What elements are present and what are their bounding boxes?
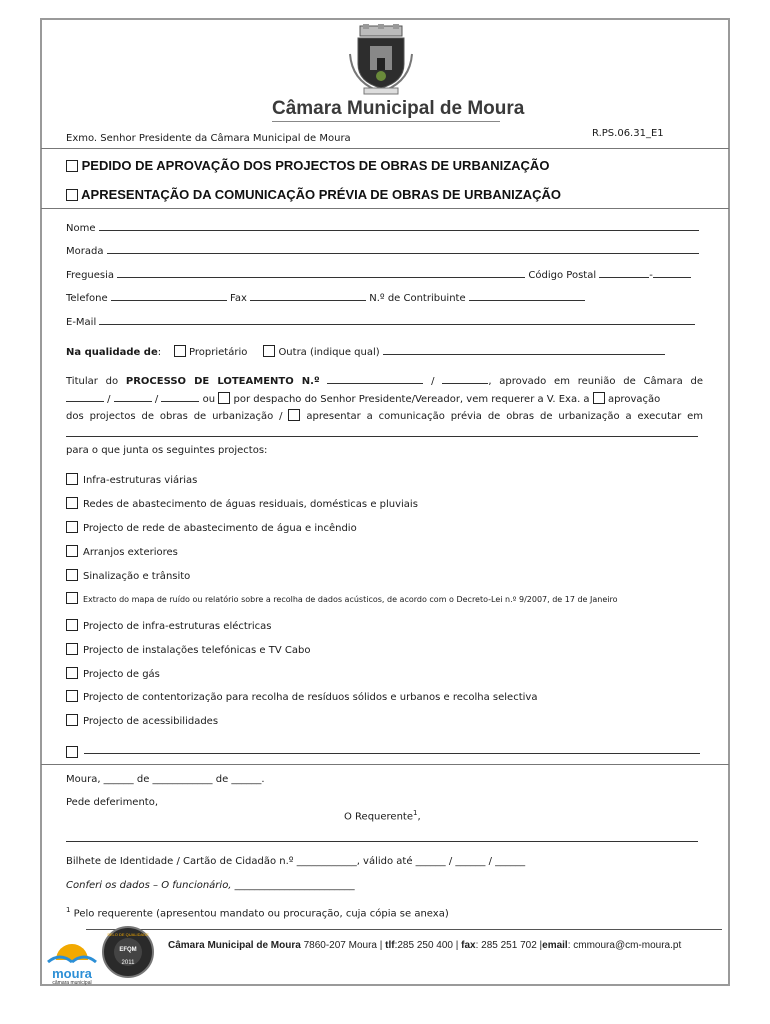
project-item <box>66 643 310 656</box>
project-label: Projecto de instalações telefónicas e TV Cabo <box>83 645 311 656</box>
comma: , <box>417 811 421 823</box>
contribuinte-input[interactable] <box>469 290 585 301</box>
outra-checkbox[interactable] <box>263 345 275 357</box>
project-item <box>66 690 537 703</box>
project-item <box>66 497 418 510</box>
project-checkbox[interactable] <box>66 667 78 679</box>
option-comunicacao <box>66 187 561 202</box>
bi-line: Bilhete de Identidade / Cartão de Cidadão n.º ____________, válido até ______ / ______ / ______ <box>66 856 526 867</box>
option-aprovacao <box>66 158 549 173</box>
requerente-text: O Requerente <box>344 811 413 823</box>
qualidade-label: Na qualidade de <box>66 347 158 358</box>
processo-numero-input[interactable] <box>327 373 423 384</box>
footnote-ref: 1 <box>413 809 418 817</box>
despacho-checkbox[interactable] <box>218 392 230 404</box>
divider <box>41 764 729 765</box>
telefone-input[interactable] <box>111 290 227 301</box>
seal-text: SELO DE QUALIDADE <box>107 932 149 937</box>
checkbox[interactable] <box>66 160 78 172</box>
project-item <box>66 569 190 582</box>
processo-ano-input[interactable] <box>442 373 488 384</box>
project-item <box>66 619 272 632</box>
email-input[interactable] <box>99 314 695 325</box>
project-checkbox[interactable] <box>66 497 78 509</box>
logo-sub: câmara municipal <box>52 980 92 986</box>
titular-text: aprovação <box>607 394 661 405</box>
conferi-line: Conferi os dados – O funcionário, ________________________ <box>66 880 355 891</box>
project-label: Projecto de contentorização para recolha de resíduos sólidos e urbanos e recolha selectiva <box>83 692 538 703</box>
pede-deferimento: Pede deferimento, <box>66 797 159 808</box>
aprovacao-checkbox[interactable] <box>593 392 605 404</box>
project-checkbox[interactable] <box>66 545 78 557</box>
project-checkbox[interactable] <box>66 569 78 581</box>
data-ano-input[interactable] <box>161 391 199 402</box>
footnote <box>66 906 449 919</box>
seal-year: 2011 <box>121 960 135 966</box>
email-label: E-Mail <box>66 317 97 328</box>
footer-email: : cmmoura@cm-moura.pt <box>567 940 682 951</box>
footer-address: 7860-207 Moura | <box>303 940 386 951</box>
requerente-label <box>344 809 421 822</box>
checkbox[interactable] <box>66 189 78 201</box>
freguesia-input[interactable] <box>117 267 525 278</box>
project-checkbox[interactable] <box>66 619 78 631</box>
contribuinte-label: N.º de Contribuinte <box>369 293 466 304</box>
processo-label: PROCESSO DE LOTEAMENTO N.º <box>125 376 320 387</box>
nome-field <box>66 220 699 234</box>
logo-word: moura <box>52 966 92 981</box>
footer-tlf-label: tlf <box>385 940 395 951</box>
divider <box>41 208 729 209</box>
project-checkbox[interactable] <box>66 643 78 655</box>
project-label: Projecto de infra-estruturas eléctricas <box>83 621 272 632</box>
qualidade-row <box>66 344 665 358</box>
project-checkbox[interactable] <box>66 714 78 726</box>
date-line: Moura, ______ de ____________ de ______. <box>66 774 265 785</box>
footer-org: Câmara Municipal de Moura <box>168 940 301 951</box>
titular-text: por despacho do Senhor Presidente/Vereador, vem requerer a V. Exa. a <box>233 394 590 405</box>
titular-line3 <box>66 409 703 422</box>
colon: : <box>157 347 162 358</box>
project-label: Projecto de acessibilidades <box>83 716 219 727</box>
moura-logo <box>46 930 98 986</box>
project-label: Arranjos exteriores <box>83 547 178 558</box>
project-checkbox[interactable] <box>66 521 78 533</box>
coat-of-arms-icon <box>346 24 416 96</box>
fax-input[interactable] <box>250 290 366 301</box>
titular-line1: Titular do PROCESSO DE LOTEAMENTO N.º / , aprovado em reunião de Câmara de <box>66 373 703 387</box>
option-aprovacao-label: PEDIDO DE APROVAÇÃO DOS PROJECTOS DE OBRAS DE URBANIZAÇÃO <box>81 158 550 173</box>
project-item <box>66 592 618 604</box>
footer-contact <box>168 940 681 951</box>
titular-line2: / / ou por despacho do Senhor Presidente/Vereador, vem requerer a V. Exa. a aprovação <box>66 391 660 405</box>
footer-rule <box>86 929 722 930</box>
titular-text: apresentar a comunicação prévia de obras de urbanização a executar em <box>306 411 704 422</box>
addressee: Exmo. Senhor Presidente da Câmara Municipal de Moura <box>66 133 351 144</box>
title-underline <box>272 121 500 122</box>
titular-text: dos projectos de obras de urbanização / <box>66 411 283 422</box>
freguesia-field: Freguesia Código Postal - <box>66 267 691 281</box>
codigo-postal-ext-input[interactable] <box>653 267 691 278</box>
proprietario-label: Proprietário <box>189 347 248 358</box>
project-checkbox[interactable] <box>66 592 78 604</box>
footer-fax: : 285 251 702 | <box>475 940 543 951</box>
morada-field <box>66 243 699 257</box>
comunicacao-checkbox[interactable] <box>288 409 300 421</box>
freguesia-label: Freguesia <box>66 270 115 281</box>
local-input[interactable] <box>66 436 698 437</box>
signature-line[interactable] <box>66 841 698 842</box>
footer-fax-label: fax <box>461 940 476 951</box>
nome-input[interactable] <box>99 220 699 231</box>
codigo-postal-label: Código Postal <box>528 270 597 281</box>
outra-label: Outra (indique qual) <box>278 347 380 358</box>
footer-email-label: email <box>542 940 568 951</box>
project-item <box>66 521 357 534</box>
other-project-row <box>66 741 78 760</box>
project-item <box>66 714 218 727</box>
outra-input[interactable] <box>383 344 665 355</box>
data-dia-input[interactable] <box>66 391 104 402</box>
project-label: Infra-estruturas viárias <box>83 475 198 486</box>
quality-seal-icon <box>102 926 154 978</box>
projectos-intro: para o que junta os seguintes projectos: <box>66 445 268 456</box>
data-mes-input[interactable] <box>114 391 152 402</box>
codigo-postal-input[interactable] <box>599 267 649 278</box>
project-label: Projecto de rede de abastecimento de água e incêndio <box>83 523 357 534</box>
project-checkbox[interactable] <box>66 690 78 702</box>
other-project-input[interactable] <box>84 753 700 754</box>
proprietario-checkbox[interactable] <box>174 345 186 357</box>
divider <box>41 148 729 149</box>
titular-text: , aprovado em reunião de Câmara de <box>488 376 703 387</box>
fax-label: Fax <box>230 293 247 304</box>
morada-input[interactable] <box>107 243 699 254</box>
project-item <box>66 667 160 680</box>
project-item <box>66 473 197 486</box>
telefone-label: Telefone <box>66 293 108 304</box>
nome-label: Nome <box>66 223 96 234</box>
checkbox[interactable] <box>66 746 78 758</box>
seal-brand: EFQM <box>119 947 137 953</box>
footer-tlf: :285 250 400 | <box>394 940 462 951</box>
page-title: Câmara Municipal de Moura <box>272 98 525 119</box>
project-label: Extracto do mapa de ruído ou relatório sobre a recolha de dados acústicos, de acordo com o Decreto-Lei n.º 9/2007, de 17 de Janeiro <box>83 595 618 604</box>
footnote-mark: 1 <box>66 906 71 914</box>
telefone-field <box>66 290 585 304</box>
project-checkbox[interactable] <box>66 473 78 485</box>
titular-text: ou <box>202 394 216 405</box>
form-code: R.PS.06.31_E1 <box>592 128 664 139</box>
project-label: Projecto de gás <box>83 669 160 680</box>
email-field <box>66 314 695 328</box>
project-label: Sinalização e trânsito <box>83 571 191 582</box>
morada-label: Morada <box>66 246 104 257</box>
project-item <box>66 545 178 558</box>
footnote-text: Pelo requerente (apresentou mandato ou procuração, cuja cópia se anexa) <box>73 908 449 920</box>
project-label: Redes de abastecimento de águas residuais, domésticas e pluviais <box>83 499 418 510</box>
titular-text: Titular do <box>66 376 119 387</box>
option-comunicacao-label: APRESENTAÇÃO DA COMUNICAÇÃO PRÉVIA DE OBRAS DE URBANIZAÇÃO <box>81 187 561 202</box>
